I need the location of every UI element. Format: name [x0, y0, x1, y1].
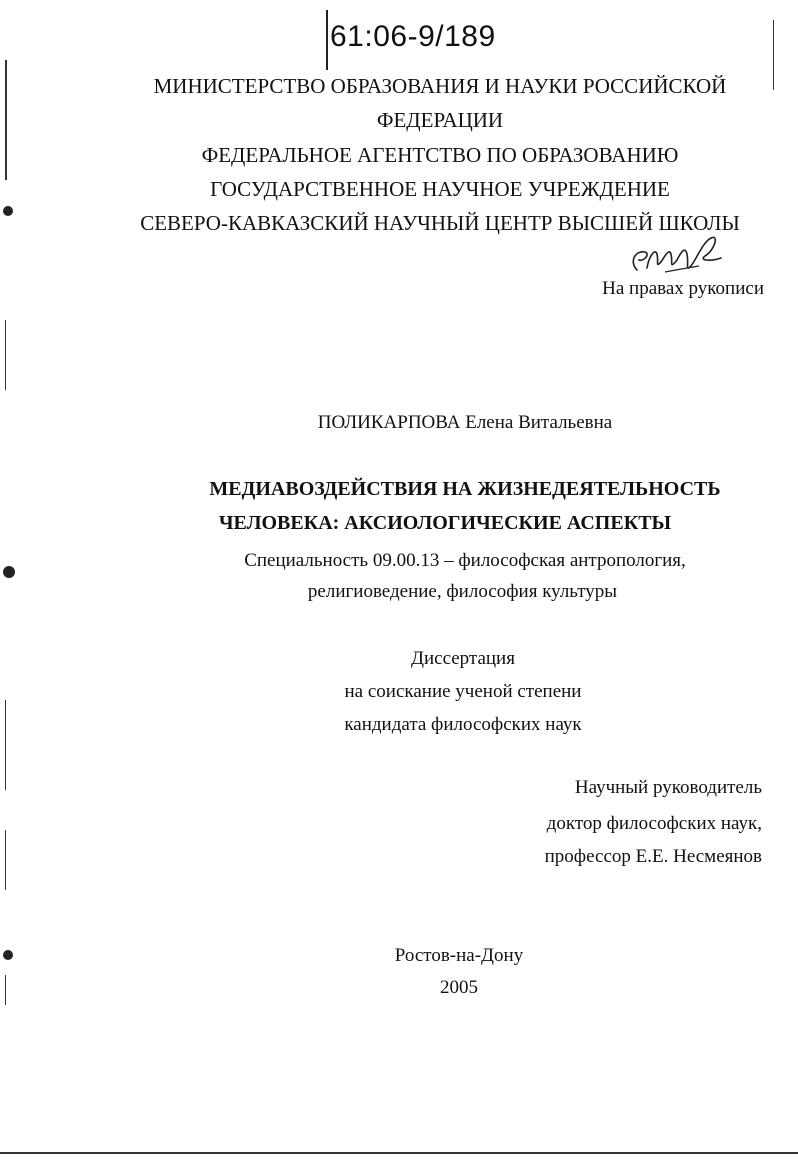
supervisor-degree: доктор философских наук, — [546, 813, 762, 834]
handwritten-signature — [625, 232, 725, 278]
header-institution: ГОСУДАРСТВЕННОЕ НАУЧНОЕ УЧРЕЖДЕНИЕ — [210, 177, 670, 201]
scan-edge-mark — [5, 320, 6, 390]
specialty-line1: Специальность 09.00.13 – философская антропология, — [244, 550, 686, 571]
thesis-title-line1: МЕДИАВОЗДЕЙСТВИЯ НА ЖИЗНЕДЕЯТЕЛЬНОСТЬ — [209, 478, 721, 500]
header-center: СЕВЕРО-КАВКАЗСКИЙ НАУЧНЫЙ ЦЕНТР ВЫСШЕЙ ШКОЛЫ — [140, 211, 740, 235]
author-name: ПОЛИКАРПОВА Елена Витальевна — [317, 412, 613, 433]
scan-bottom-edge — [0, 1152, 798, 1154]
catalog-number: 61:06-9/189 — [330, 20, 496, 53]
rights-note: На правах рукописи — [602, 278, 764, 299]
supervisor-label: Научный руководитель — [574, 777, 762, 798]
scan-edge-mark — [5, 60, 7, 180]
thesis-title-line2: ЧЕЛОВЕКА: АКСИОЛОГИЧЕСКИЕ АСПЕКТЫ — [218, 512, 672, 534]
supervisor-name: профессор Е.Е. Несмеянов — [544, 846, 762, 867]
scan-edge-mark — [5, 700, 6, 790]
specialty-line2: религиоведение, философия культуры — [307, 581, 618, 602]
scan-edge-mark — [773, 20, 774, 90]
header-ministry-line2: ФЕДЕРАЦИИ — [376, 108, 504, 132]
scan-dot-mark — [3, 566, 15, 578]
city: Ростов-на-Дону — [394, 945, 524, 966]
dissertation-degree: кандидата философских наук — [344, 714, 582, 735]
header-agency: ФЕДЕРАЛЬНОЕ АГЕНТСТВО ПО ОБРАЗОВАНИЮ — [201, 143, 679, 167]
scan-dot-mark — [3, 206, 13, 216]
header-ministry-line1: МИНИСТЕРСТВО ОБРАЗОВАНИЯ И НАУКИ РОССИЙСКОЙ — [153, 74, 727, 98]
catalog-bar — [326, 10, 328, 70]
year: 2005 — [440, 977, 478, 998]
scan-dot-mark — [3, 950, 13, 960]
dissertation-purpose: на соискание ученой степени — [344, 681, 582, 702]
scan-edge-mark — [5, 830, 6, 890]
scan-edge-mark — [5, 975, 6, 1005]
dissertation-type: Диссертация — [411, 648, 515, 669]
